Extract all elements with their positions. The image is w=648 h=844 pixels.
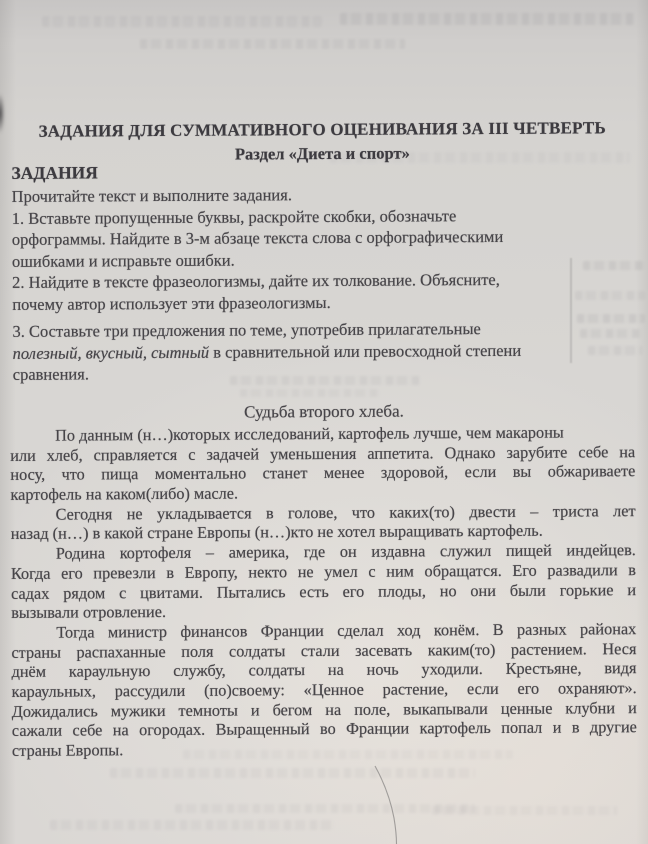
story-title: Судьба второго хлеба. bbox=[244, 401, 404, 422]
story-line: страны Европы. bbox=[11, 740, 124, 760]
story-line: носу, что пища моментально станет менее здоровой, если вы обжариваете bbox=[10, 461, 636, 485]
story-line: садах рядом с цвитами. Пытались есть его плоды, но они были горькие и bbox=[10, 579, 637, 603]
task-line: 3. Составьте три предложения по теме, употребив прилагательные bbox=[12, 319, 481, 341]
story-line: днём караульную службу, солдаты на ночь уходили. Крестьяне, видя bbox=[11, 658, 637, 682]
story-line: караульных, рассудили (по)своему: «Ценное растение, если его охраняют». bbox=[11, 678, 637, 701]
story-line: Сегодня не укладывается в голове, что каких(то) двести – триста лет bbox=[55, 500, 636, 524]
page-subtitle: Раздел «Диета и спорт» bbox=[234, 143, 410, 164]
section-heading: ЗАДАНИЯ bbox=[11, 162, 98, 183]
story-line: По данным (н…)которых исследований, картофель лучше, чем макароны bbox=[55, 422, 564, 445]
task-line: 2. Найдите в тексте фразеологизмы, дайте их толкование. Объясните, bbox=[12, 269, 500, 292]
story-line: Родина кортофеля – америка, где он издавна служил пищей индейцев. bbox=[55, 540, 636, 563]
story-line: или хлеб, справляется с задачей уменьшения аппетита. Однако зарубите себе на bbox=[10, 441, 636, 465]
task-line: орфограммы. Найдите в 3-м абзаце текста слова с орфографическими bbox=[11, 226, 504, 249]
story-line: Дожидались мужики темноты и бегом на поле, выкапывали ценные клубни и bbox=[11, 697, 637, 721]
story-line: картофель на каком(либо) масле. bbox=[10, 483, 239, 504]
story-text bbox=[10, 422, 637, 760]
story-line: Тогда министр финансов Франции сделал ход конём. В разных районах bbox=[56, 618, 637, 642]
adjectives-italic: полезный, вкусный, сытный bbox=[12, 342, 210, 363]
task-line: 1. Вставьте пропущенные буквы, раскройте скобки, обозначьте bbox=[11, 205, 457, 228]
page-title: ЗАДАНИЯ ДЛЯ СУММАТИВНОГО ОЦЕНИВАНИЯ ЗА III ЧЕТВЕРТЬ bbox=[38, 118, 606, 141]
story-line: назад (н…) в какой стране Европы (н…)кто не хотел выращивать картофель. bbox=[10, 521, 543, 544]
task-line: почему автор использует эти фразеологизмы. bbox=[12, 292, 331, 314]
intro-line: Прочитайте текст и выполните задания. bbox=[11, 185, 293, 206]
story-line: сажали себе на огородах. Выращенный во Франции картофель попал и в другие bbox=[11, 717, 637, 741]
story-line: вызывали отровление. bbox=[11, 602, 167, 623]
hair-line-artifact bbox=[358, 758, 404, 844]
story-line: Когда его превезли в Европу, некто не умел с ним обращатся. Его развадили в bbox=[10, 559, 636, 583]
task-line: ошибками и исправьте ошибки. bbox=[11, 250, 235, 271]
task-line-rest: в сравнительной или превосходной степени bbox=[213, 340, 522, 362]
story-line: страны распаханные поля солдаты стали засевать каким(то) растением. Неся bbox=[11, 638, 637, 662]
task-line: сравнения. bbox=[12, 364, 89, 384]
tasks-block bbox=[12, 182, 631, 385]
